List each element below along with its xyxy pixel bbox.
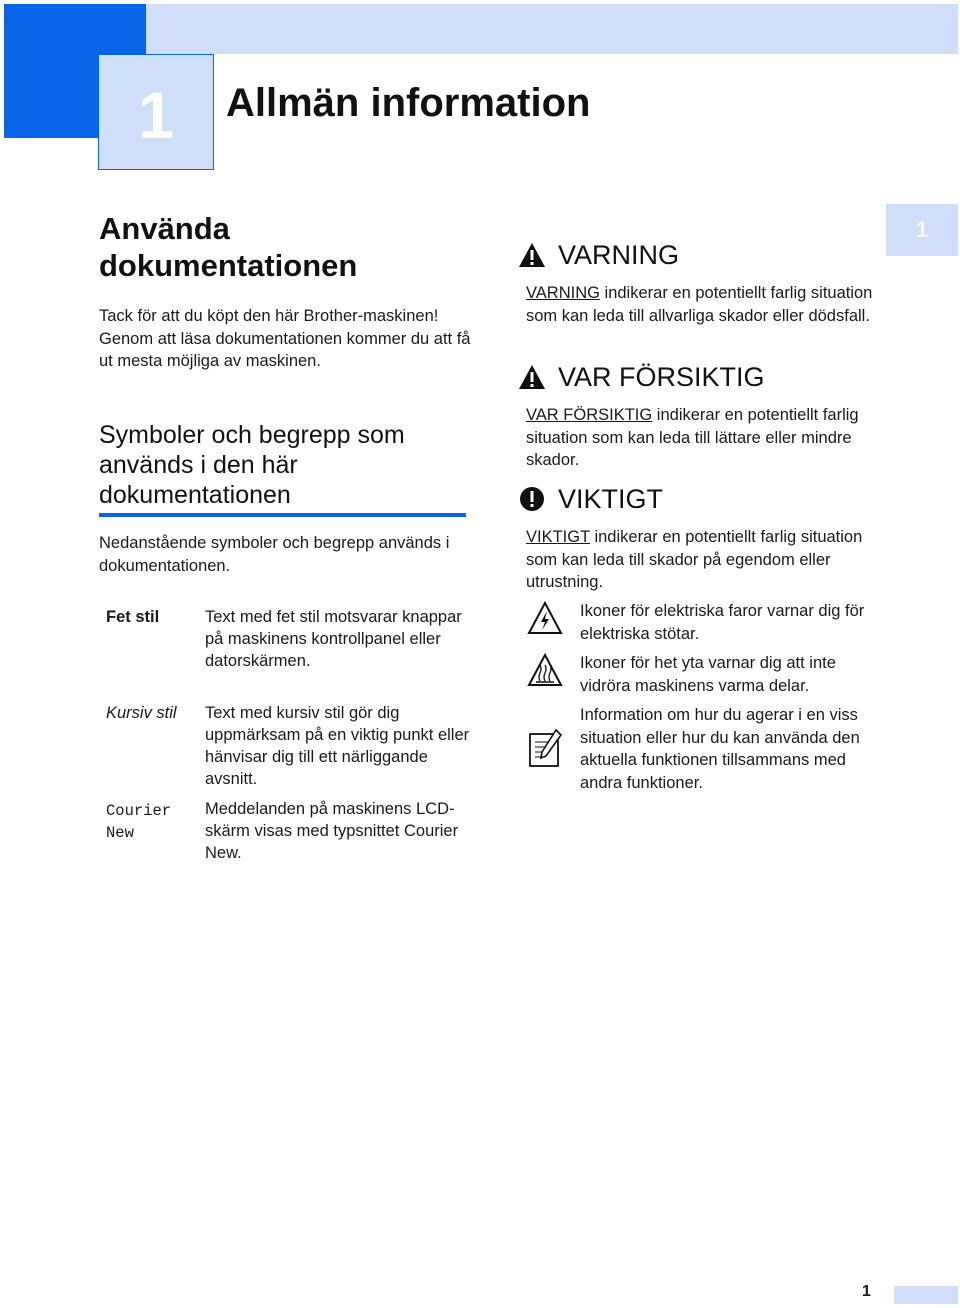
header-light-band	[146, 4, 958, 54]
warning-triangle-icon	[518, 242, 546, 268]
term-italic-description: Text med kursiv stil gör dig uppmärksam på en viktig punkt eller hänvisar dig till ett närliggande avsnitt.	[205, 704, 470, 788]
important-body: indikerar en potentiellt farlig situation som kan leda till skador på egendom eller utrustning.	[526, 528, 863, 591]
hot-surface-icon	[526, 652, 564, 688]
chapter-number: 1	[137, 78, 175, 152]
footer-bar	[894, 1286, 958, 1304]
warning-heading	[518, 240, 679, 270]
icon-item-electrical	[526, 600, 886, 645]
icon-item-hot-surface	[526, 652, 886, 697]
caution-body: indikerar en potentiellt farlig situation som kan leda till lättare eller mindre skador.	[526, 406, 859, 469]
important-text	[526, 526, 886, 594]
warning-keyword: VARNING	[526, 284, 600, 302]
warning-title: VARNING	[558, 240, 680, 270]
chapter-title: Allmän information	[226, 81, 591, 125]
note-icon	[526, 728, 564, 768]
subsection-rule	[99, 513, 466, 517]
important-circle-icon	[518, 485, 546, 513]
page-number: 1	[862, 1283, 871, 1300]
chapter-side-tab	[886, 204, 958, 256]
subsection-intro: Nedanstående symboler och begrepp används i dokumentationen.	[99, 534, 450, 575]
warning-body: indikerar en potentiellt farlig situation som kan leda till allvarliga skador eller dödsfall.	[526, 284, 873, 325]
side-tab-number: 1	[915, 217, 929, 242]
important-heading	[518, 484, 663, 514]
icon-item-note-text: Information om hur du agerar i en viss situation eller hur du kan använda den aktuella funktionen tillsammans med andra funktioner.	[580, 706, 860, 792]
caution-title: VAR FÖRSIKTIG	[558, 362, 765, 392]
term-bold-description: Text med fet stil motsvarar knappar på maskinens kontrollpanel eller datorskärmen.	[205, 608, 462, 670]
caution-triangle-icon	[518, 364, 546, 390]
icon-item-electrical-text: Ikoner för elektriska faror varnar dig för elektriska stötar.	[580, 602, 865, 643]
caution-heading	[518, 362, 765, 392]
electrical-hazard-icon	[526, 600, 564, 636]
subsection-title: Symboler och begrepp som används i den här dokumentationen	[99, 421, 405, 509]
icon-item-note	[526, 704, 886, 794]
term-courier-description: Meddelanden på maskinens LCD-skärm visas med typsnittet Courier New.	[205, 800, 459, 862]
term-bold: Fet stil	[106, 608, 160, 626]
important-keyword: VIKTIGT	[526, 528, 590, 546]
caution-keyword: VAR FÖRSIKTIG	[526, 406, 653, 424]
term-courier: Courier New	[106, 802, 172, 842]
warning-text	[526, 282, 886, 327]
section-title: Använda dokumentationen	[99, 211, 358, 283]
important-title: VIKTIGT	[558, 484, 664, 514]
term-italic: Kursiv stil	[106, 704, 177, 722]
chapter-number-box	[98, 54, 214, 170]
section-intro: Tack för att du köpt den här Brother-maskinen! Genom att läsa dokumentationen kommer du att få ut mesta möjliga av maskinen.	[99, 307, 471, 370]
caution-text	[526, 404, 886, 472]
icon-item-hot-surface-text: Ikoner för het yta varnar dig att inte vidröra maskinens varma delar.	[580, 654, 836, 695]
